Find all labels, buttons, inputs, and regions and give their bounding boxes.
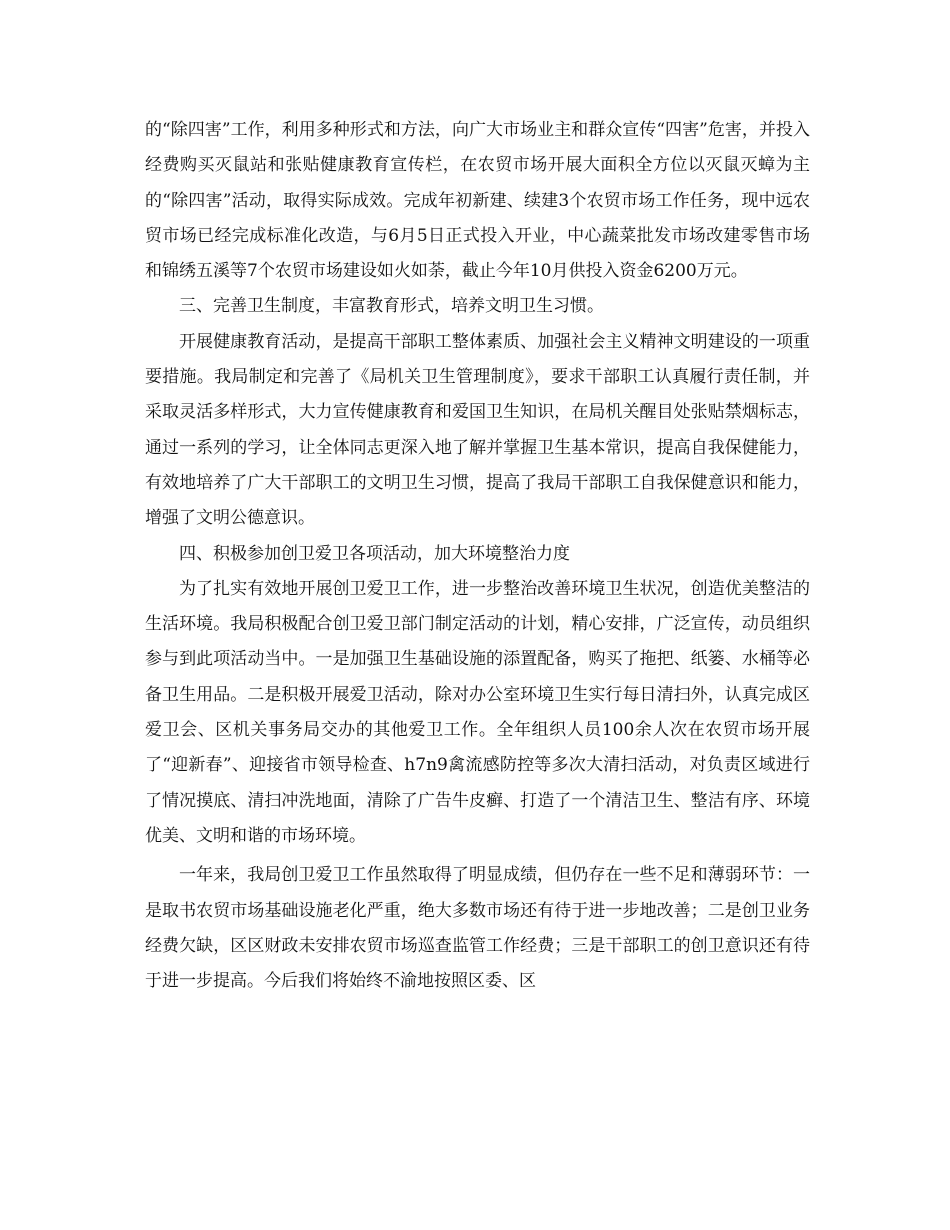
paragraph-summary: 一年来，我局创卫爱卫工作虽然取得了明显成绩，但仍存在一些不足和薄弱环节：一是取书农贸市场基础设施老化严重，绝大多数市场还有待于进一步地改善；二是创卫业务经费欠缺，区区财政未安排农贸市场巡查监管工作经费；三是干部职工的创卫意识还有待于进一步提高。今后我们将始终不渝地按照区委、区 <box>145 865 810 992</box>
section-heading-4: 四、积极参加创卫爱卫各项活动，加大环境整治力度 <box>179 543 570 564</box>
document-body <box>145 113 810 999</box>
paragraph-activities: 为了扎实有效地开展创卫爱卫工作，进一步整治改善环境卫生状况，创造优美整洁的生活环境。我局积极配合创卫爱卫部门制定活动的计划，精心安排，广泛宣传，动员组织参与到此项活动当中。一是加强卫生基础设施的添置配备，购买了拖把、纸篓、水桶等必备卫生用品。二是积极开展爱卫活动，除对办公室环境卫生实行每日清扫外，认真完成区爱卫会、区机关事务局交办的其他爱卫工作。全年组织人员100余人次在农贸市场开展了“迎新春”、迎接省市领导检查、h7n9禽流感防控等多次大清扫活动，对负责区域进行了情况摸底、清扫冲洗地面，清除了广告牛皮癣、打造了一个清洁卫生、整洁有序、环境优美、文明和谐的市场环境。 <box>145 578 810 846</box>
paragraph-health-education: 开展健康教育活动，是提高干部职工整体素质、加强社会主义精神文明建设的一项重要措施。我局制定和完善了《局机关卫生管理制度》，要求干部职工认真履行责任制，并采取灵活多样形式，大力宣传健康教育和爱国卫生知识，在局机关醒目处张贴禁烟标志，通过一系列的学习，让全体同志更深入地了解并掌握卫生基本常识，提高自我保健能力，有效地培养了广大干部职工的文明卫生习惯，提高了我局干部职工自我保健意识和能力，增强了文明公德意识。 <box>145 331 810 529</box>
paragraph-continuation: 的“除四害”工作，利用多种形式和方法，向广大市场业主和群众宣传“四害”危害，并投入经费购买灭鼠站和张贴健康教育宣传栏，在农贸市场开展大面积全方位以灭鼠灭蟑为主的“除四害”活动，取得实际成效。完成年初新建、续建3个农贸市场工作任务，现中远农贸市场已经完成标准化改造，与6月5日正式投入开业，中心蔬菜批发市场改建零售市场和锦绣五溪等7个农贸市场建设如火如荼，截止今年10月供投入资金6200万元。 <box>145 120 810 282</box>
section-heading-3: 三、完善卫生制度，丰富教育形式，培养文明卫生习惯。 <box>179 296 604 317</box>
